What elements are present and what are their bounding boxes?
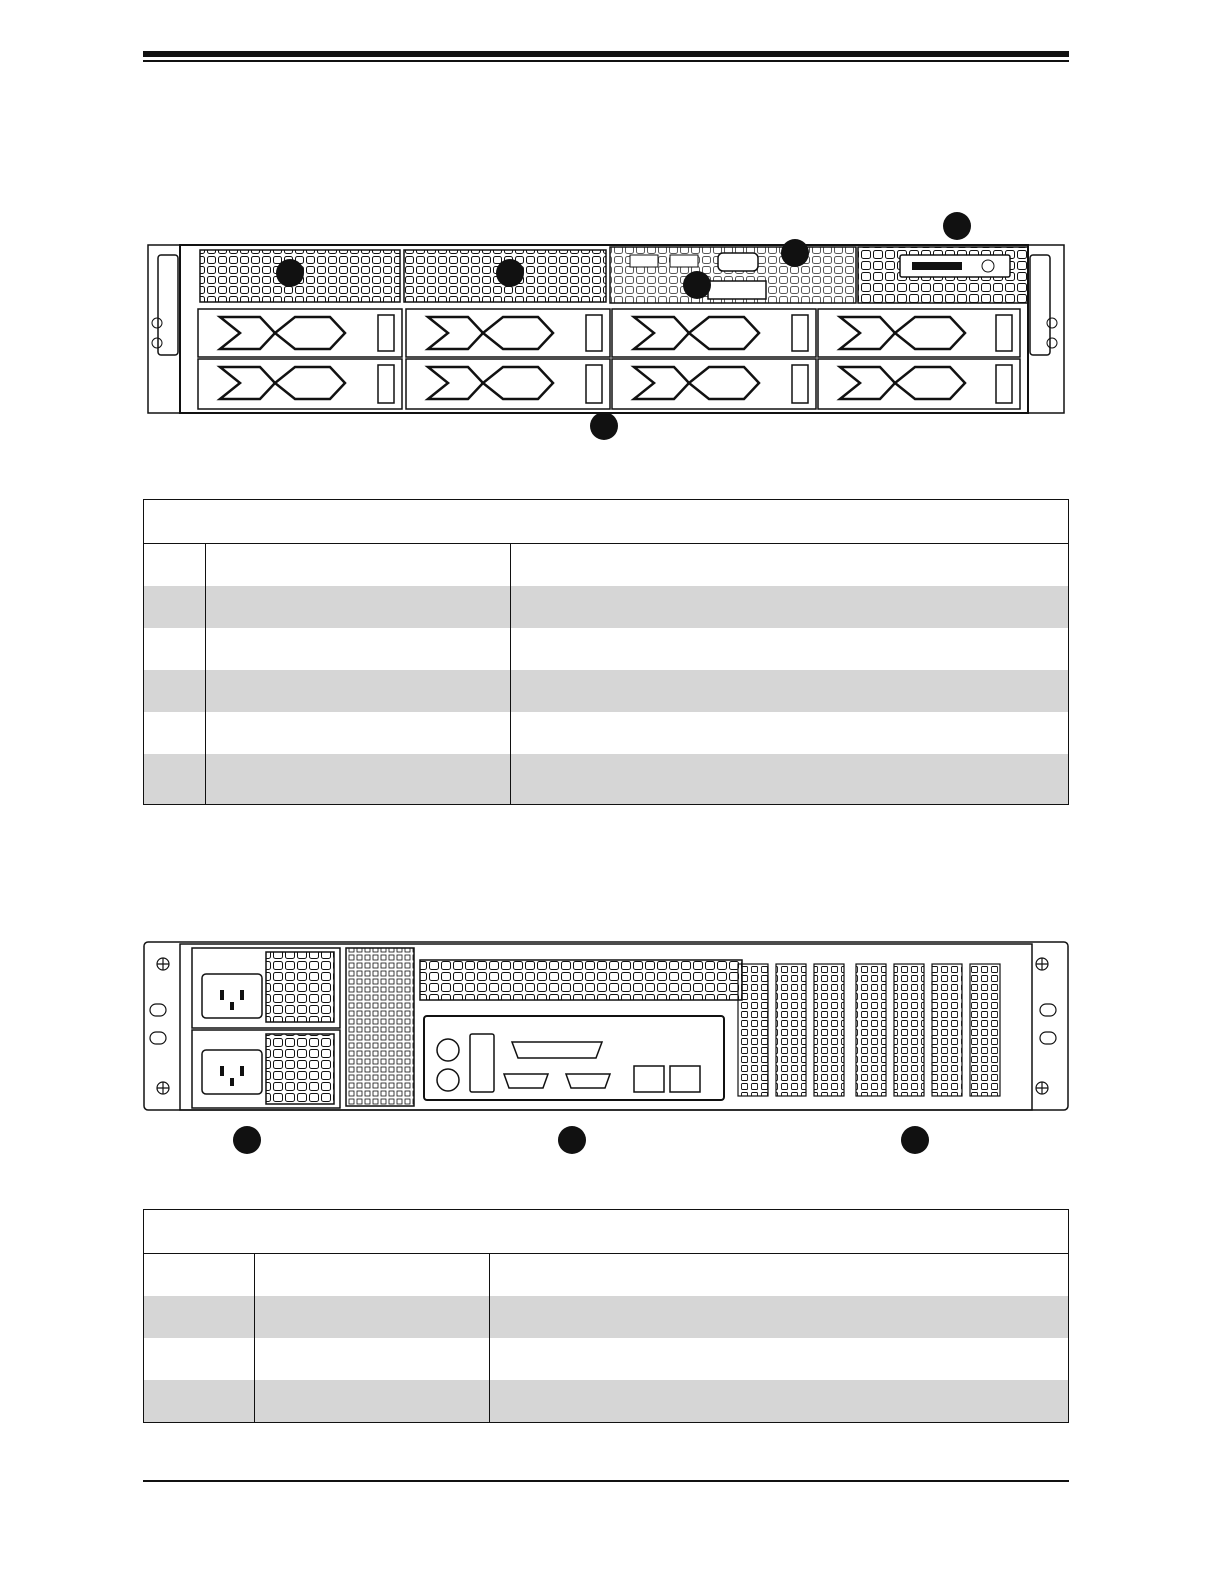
table-cell bbox=[144, 670, 206, 712]
drive-bays bbox=[198, 309, 1020, 409]
table-cell bbox=[255, 1380, 490, 1423]
rear-table-col-description bbox=[490, 1254, 1069, 1297]
header-rule-thick bbox=[143, 51, 1069, 57]
rear-chassis-figure bbox=[140, 938, 1075, 1168]
rear-callout-2 bbox=[558, 1126, 586, 1154]
front-table-col-feature bbox=[206, 544, 511, 587]
table-cell bbox=[144, 1380, 255, 1423]
table-cell bbox=[144, 1296, 255, 1338]
table-cell bbox=[511, 670, 1069, 712]
front-chassis-figure bbox=[140, 205, 1075, 445]
table-cell bbox=[206, 754, 511, 805]
front-table-title bbox=[144, 500, 1069, 544]
front-callout-6 bbox=[590, 412, 618, 440]
table-cell bbox=[206, 628, 511, 670]
front-callout-4 bbox=[781, 239, 809, 267]
front-callout-markers bbox=[276, 212, 971, 440]
power-supply-modules bbox=[192, 948, 340, 1108]
table-cell bbox=[144, 628, 206, 670]
rack-ear-left bbox=[148, 245, 180, 413]
rear-table-col-feature bbox=[255, 1254, 490, 1297]
rack-ear-right bbox=[1028, 245, 1064, 413]
rear-callout-1 bbox=[233, 1126, 261, 1154]
header-rule-thin bbox=[143, 60, 1069, 62]
front-callout-2 bbox=[496, 259, 524, 287]
rear-table-title bbox=[144, 1210, 1069, 1254]
table-cell bbox=[511, 754, 1069, 805]
table-cell bbox=[206, 712, 511, 754]
table-cell bbox=[144, 586, 206, 628]
rear-callout-markers bbox=[233, 1126, 929, 1154]
table-cell bbox=[206, 670, 511, 712]
rear-table-col-item bbox=[144, 1254, 255, 1297]
table-cell bbox=[490, 1296, 1069, 1338]
table-cell bbox=[144, 1338, 255, 1380]
rear-callout-3 bbox=[901, 1126, 929, 1154]
table-cell bbox=[490, 1338, 1069, 1380]
front-features-table bbox=[143, 499, 1069, 805]
front-callout-1 bbox=[276, 259, 304, 287]
table-cell bbox=[255, 1338, 490, 1380]
table-cell bbox=[255, 1296, 490, 1338]
table-cell bbox=[490, 1380, 1069, 1423]
front-table-col-description bbox=[511, 544, 1069, 587]
table-cell bbox=[144, 754, 206, 805]
table-cell bbox=[511, 628, 1069, 670]
front-table-col-item bbox=[144, 544, 206, 587]
table-cell bbox=[206, 586, 511, 628]
expansion-slots bbox=[738, 964, 1000, 1096]
rear-features-table bbox=[143, 1209, 1069, 1423]
front-callout-3 bbox=[683, 271, 711, 299]
table-cell bbox=[144, 712, 206, 754]
front-callout-5 bbox=[943, 212, 971, 240]
table-cell bbox=[511, 712, 1069, 754]
footer-rule bbox=[143, 1480, 1069, 1482]
table-cell bbox=[511, 586, 1069, 628]
